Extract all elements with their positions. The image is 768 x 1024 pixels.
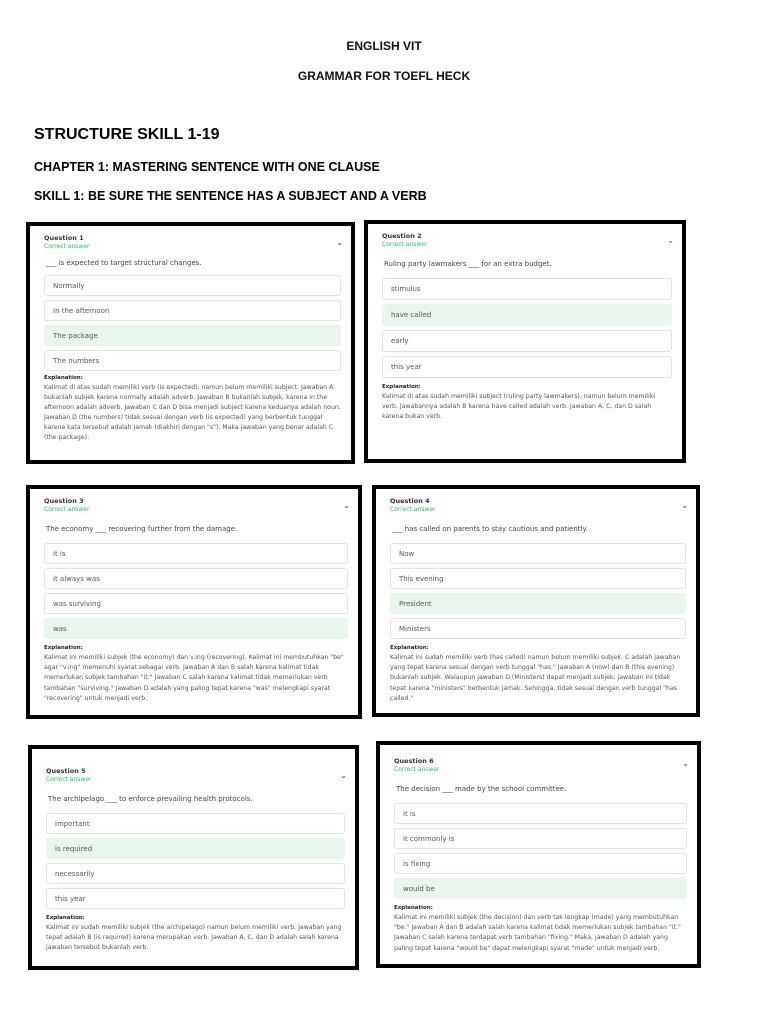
question-title: Question 4 [390, 497, 430, 505]
explanation-text: Kalimat ini memiliki subjek (the economy) dan v.ing (recovering). Kalimat ini membutuhkan "be" agar "v.ing" memenuhi syarat sebagai verb. Jawaban A dan B salah karena kalimat tidak memerlukan subjek tambahan "it." Jawaban C salah karena kalimat tidak memerlukan verb tambahan "surviving." Jawaban D adalah yang paling tepat karena "was" melengkapi syarat "recovering" untuk menjadi verb. [44, 654, 344, 702]
doc-header-line1: ENGLISH VIT [346, 39, 422, 53]
option-a[interactable]: important [46, 813, 345, 834]
question-card-6 [376, 741, 701, 968]
explanation-label: Explanation: [382, 384, 421, 390]
question-card-3 [26, 485, 362, 719]
explanation-label: Explanation: [390, 645, 429, 651]
correct-status: Correct answer [382, 241, 428, 248]
explanation-label: Explanation: [394, 905, 433, 911]
explanation-text: Kalimat ini sudah memiliki verb (has called) namun belum memiliki subjek. C adalah jawaban yang tepat karena sesuai dengan verb tunggal "has." Jawaban A (now) dan B (this evening) bukanlah subjek. Walaupun jawaban D (Ministers) dapat menjadi subjek, jawaban ini tidak tepat karena "ministers" berbentuk jamak. Sehingga, tidak sesuai dengan verb tunggal "has called." [390, 654, 681, 702]
question-title: Question 2 [382, 232, 422, 240]
question-text: ___ is expected to target structural changes. [46, 259, 202, 267]
option-b[interactable]: In the afternoon [44, 300, 341, 321]
option-c[interactable]: early [382, 330, 672, 352]
correct-status: Correct answer [394, 766, 440, 773]
option-d[interactable]: was [44, 618, 348, 639]
option-c[interactable]: President [390, 593, 686, 614]
explanation-text: Kalimat di atas sudah memiliki subject (ruling party lawmakers), namun belum memiliki verb. Jawabannya adalah B karena have called adalah verb. Jawaban A, C, dan D salah karena bukan verb. [382, 393, 656, 421]
explanation-label: Explanation: [46, 915, 85, 921]
option-d[interactable]: this year [46, 888, 345, 909]
option-d[interactable]: this year [382, 356, 672, 378]
option-b[interactable]: it always was [44, 568, 348, 589]
correct-status: Correct answer [44, 243, 90, 250]
chevron-down-icon[interactable]: ⌄ [682, 759, 689, 768]
option-b[interactable]: This evening [390, 568, 686, 589]
chapter-title: CHAPTER 1: MASTERING SENTENCE WITH ONE CLAUSE [34, 160, 380, 174]
question-title: Question 6 [394, 757, 434, 765]
option-a[interactable]: it is [394, 803, 687, 824]
structure-title: STRUCTURE SKILL 1-19 [34, 126, 220, 143]
explanation-text: Kalimat di atas sudah memiliki verb (is expected), namun belum memiliki subject. Jawaban A bukanlah subjek karena normally adalah adverb. Jawaban B bukanlah subjek, karena in the afternoon adalah adverb. Jawaban C dan D bisa menjadi subject karena keduanya adalah noun. Jawaban D (the numbers) tidak sesuai dengan verb (is expected) yang berbentuk tunggal karena kata tersebut adalah jamak (diakhiri dengan "s"). Maka jawaban yang benar adalah C (the package). [44, 384, 341, 441]
explanation-text: Kalimat ini memiliki subjek (the decision) dan verb tak lengkap (made) yang membutuhkan "be." Jawaban A dan B adalah salah karena kalimat tidak memerlukan subjek tambahan "it." Jawaban C salah karena terdapat verb tambahan "fixing." Maka, jawaban D adalah yang paling tepat karena "would be" dapat melengkapi syarat "made" untuk menjadi verb. [394, 914, 681, 952]
option-d[interactable]: would be [394, 878, 687, 899]
option-b[interactable]: it commonly is [394, 828, 687, 849]
option-a[interactable]: it is [44, 543, 348, 564]
option-c[interactable]: is fixing [394, 853, 687, 874]
question-text: Ruling party lawmakers ___ for an extra budget. [384, 260, 552, 268]
explanation-text: Kalimat ini sudah memiliki subjek (the archipelago) namun belum memiliki verb. Jawaban yang tepat adalah B (is required) karena merupakan verb. Jawaban A, C, dan D adalah salah karena jawaban tersebut bukanlah verb. [46, 924, 342, 952]
option-c[interactable]: The package [44, 325, 341, 346]
chevron-down-icon[interactable]: ⌄ [340, 771, 347, 780]
option-a[interactable]: Normally [44, 275, 341, 296]
explanation-label: Explanation: [44, 375, 83, 381]
option-c[interactable]: necessarily [46, 863, 345, 884]
question-text: The archipelago ___ to enforce prevailing health protocols. [48, 795, 253, 803]
question-title: Question 5 [46, 767, 86, 775]
doc-header-line2: GRAMMAR FOR TOEFL HECK [297, 69, 471, 83]
skill-title: SKILL 1: BE SURE THE SENTENCE HAS A SUBJECT AND A VERB [34, 189, 427, 203]
chevron-down-icon[interactable]: ⌄ [667, 236, 674, 245]
question-title: Question 3 [44, 497, 84, 505]
option-d[interactable]: Ministers [390, 618, 686, 639]
question-card-1 [26, 222, 355, 464]
option-d[interactable]: The numbers [44, 350, 341, 371]
option-b[interactable]: is required [46, 838, 345, 859]
question-card-5 [28, 745, 359, 970]
explanation-label: Explanation: [44, 645, 83, 651]
option-a[interactable]: Now [390, 543, 686, 564]
correct-status: Correct answer [44, 506, 90, 513]
correct-status: Correct answer [46, 776, 92, 783]
question-card-2 [364, 220, 686, 463]
option-b[interactable]: have called [382, 304, 672, 326]
option-c[interactable]: was surviving [44, 593, 348, 614]
chevron-down-icon[interactable]: ⌄ [681, 501, 688, 510]
chevron-down-icon[interactable]: ⌄ [336, 238, 343, 247]
question-text: The decision ___ made by the school committee. [396, 785, 567, 793]
option-a[interactable]: stimulus [382, 278, 672, 300]
question-card-4 [372, 485, 700, 717]
question-text: The economy ___ recovering further from the damage. [46, 525, 238, 533]
chevron-down-icon[interactable]: ⌄ [343, 501, 350, 510]
correct-status: Correct answer [390, 506, 436, 513]
question-text: ___ has called on parents to stay cautious and patiently. [392, 525, 588, 533]
question-title: Question 1 [44, 234, 84, 242]
